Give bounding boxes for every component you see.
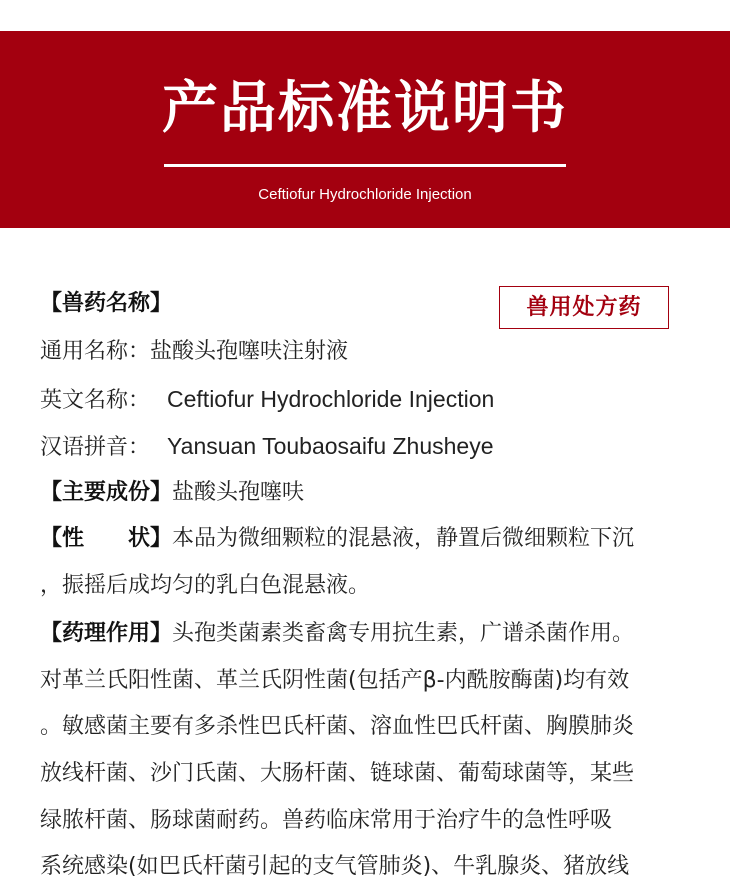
pharmacology-line: [40, 619, 634, 649]
section-text: 头孢类菌素类畜禽专用抗生素，广谱杀菌作用。: [172, 621, 635, 646]
page-subtitle: Ceftiofur Hydrochloride Injection: [258, 186, 472, 203]
paragraph-line: 系统感染(如巴氏杆菌引起的支气管肺炎)、牛乳腺炎、猪放线: [40, 854, 630, 879]
section-text: 本品为微细颗粒的混悬液，静置后微细颗粒下沉: [172, 526, 635, 551]
pinyin-line: [40, 431, 494, 463]
generic-name-line: 通用名称：盐酸头孢噻呋注射液: [40, 339, 349, 364]
appearance-line: [40, 524, 634, 554]
section-label: 【药理作用】: [40, 621, 173, 646]
section-text: 盐酸头孢噻呋: [172, 480, 305, 505]
paragraph-line: 绿脓杆菌、肠球菌耐药。兽药临床常用于治疗牛的急性呼吸: [40, 808, 613, 833]
ingredient-line: [40, 478, 304, 508]
paragraph-line: 对革兰氏阳性菌、革兰氏阴性菌(包括产β-内酰胺酶菌)均有效: [40, 668, 630, 693]
drug-name-heading: [40, 289, 172, 319]
field-label: 汉语拼音：: [40, 435, 151, 460]
field-value: Yansuan Toubaosaifu Zhusheye: [167, 433, 494, 459]
title-underline: [164, 164, 566, 167]
prescription-badge: 兽用处方药: [499, 286, 669, 329]
title-banner: [0, 31, 730, 228]
paragraph-line: 放线杆菌、沙门氏菌、大肠杆菌、链球菌、葡萄球菌等，某些: [40, 761, 635, 786]
section-label: 【性 状】: [40, 526, 173, 551]
field-value: Ceftiofur Hydrochloride Injection: [167, 386, 495, 412]
page-title: 产品标准说明书: [162, 76, 568, 141]
paragraph-line: 。敏感菌主要有多杀性巴氏杆菌、溶血性巴氏杆菌、胸膜肺炎: [40, 714, 635, 739]
top-margin: [0, 0, 730, 31]
field-label: 英文名称：: [40, 388, 151, 413]
section-label: 【主要成份】: [40, 480, 173, 505]
section-label: 【兽药名称】: [40, 291, 173, 316]
english-name-line: [40, 384, 494, 416]
paragraph-line: ，振摇后成均匀的乳白色混悬液。: [40, 573, 371, 598]
